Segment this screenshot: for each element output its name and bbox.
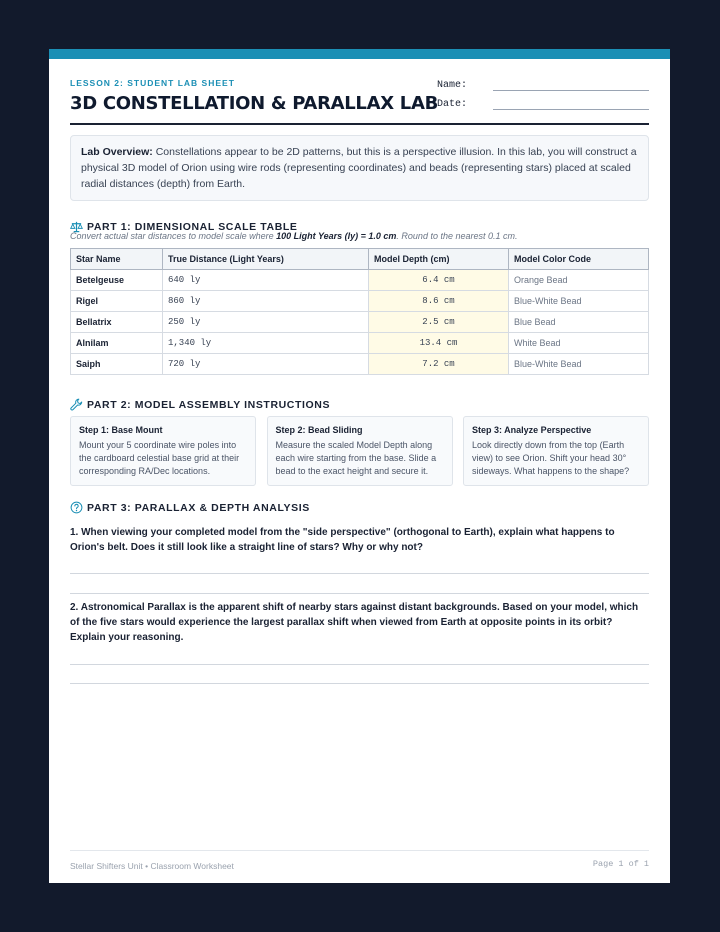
table-header-row (71, 249, 649, 270)
note-text: Convert actual star distances to model scale where (70, 231, 277, 241)
part2-heading (70, 398, 330, 411)
table-row (71, 291, 649, 312)
model-depth[interactable]: 7.2 cm (369, 354, 509, 375)
answer-line[interactable] (70, 664, 649, 665)
part3-heading (70, 501, 310, 514)
step-card (70, 416, 256, 486)
true-distance: 860 ly (163, 291, 369, 312)
col-model-depth: Model Depth (cm) (369, 249, 509, 270)
footer-unit-label: Stellar Shifters Unit • Classroom Worksheet (70, 861, 234, 871)
step-title: Step 2: Bead Sliding (275, 425, 363, 435)
color-code: Orange Bead (509, 270, 649, 291)
date-row (437, 91, 649, 110)
true-distance: 720 ly (163, 354, 369, 375)
star-name: Bellatrix (71, 312, 163, 333)
question-1: 1. When viewing your completed model from the "side perspective" (orthogonal to Earth), explain what happens to Orion's belt. Does it still look like a straight line of stars? Why or why not? (70, 527, 615, 553)
color-code: Blue-White Bead (509, 354, 649, 375)
step-card (267, 416, 453, 486)
table-row (71, 312, 649, 333)
model-depth[interactable]: 13.4 cm (369, 333, 509, 354)
answer-line[interactable] (70, 573, 649, 574)
model-depth[interactable]: 6.4 cm (369, 270, 509, 291)
color-code: Blue-White Bead (509, 291, 649, 312)
page-title: 3D CONSTELLATION & PARALLAX LAB (70, 93, 438, 114)
overview-label: Lab Overview: (81, 146, 153, 158)
step-card (463, 416, 649, 486)
answer-line[interactable] (70, 593, 649, 594)
name-field[interactable] (493, 78, 649, 91)
star-name: Rigel (71, 291, 163, 312)
overview-text: Constellations appear to be 2D patterns, but this is a perspective illusion. In this lab, you will construct a physical 3D model of Orion using wire rods (representing coordinates) and beads (representing stars) placed at scaled radial distances (depth) from Earth. (81, 146, 637, 190)
model-depth[interactable]: 2.5 cm (369, 312, 509, 333)
part3-title: PART 3: PARALLAX & DEPTH ANALYSIS (87, 501, 310, 514)
model-depth[interactable]: 8.6 cm (369, 291, 509, 312)
star-name: Alnilam (71, 333, 163, 354)
true-distance: 640 ly (163, 270, 369, 291)
color-code: White Bead (509, 333, 649, 354)
worksheet-page (49, 49, 670, 883)
true-distance: 250 ly (163, 312, 369, 333)
lab-overview-box (70, 135, 649, 201)
title-divider (70, 123, 649, 125)
part1-title: PART 1: DIMENSIONAL SCALE TABLE (87, 220, 298, 233)
answer-line[interactable] (70, 683, 649, 684)
note-rounding: . Round to the nearest 0.1 cm. (396, 231, 518, 241)
table-row (71, 333, 649, 354)
date-field[interactable] (493, 97, 649, 110)
name-date-block (437, 72, 649, 110)
col-star-name: Star Name (71, 249, 163, 270)
conversion-note (70, 231, 518, 241)
note-scale: 100 Light Years (ly) = 1.0 cm (276, 231, 397, 241)
col-color-code: Model Color Code (509, 249, 649, 270)
star-name: Betelgeuse (71, 270, 163, 291)
assembly-steps (70, 416, 649, 486)
date-label: Date: (437, 99, 468, 110)
part2-title: PART 2: MODEL ASSEMBLY INSTRUCTIONS (87, 398, 331, 411)
footer-divider (70, 850, 649, 851)
step-title: Step 3: Analyze Perspective (472, 425, 592, 435)
color-code: Blue Bead (509, 312, 649, 333)
star-name: Saiph (71, 354, 163, 375)
name-label: Name: (437, 80, 468, 91)
wrench-icon (70, 398, 83, 411)
step-title: Step 1: Base Mount (79, 425, 163, 435)
page-number: Page 1 of 1 (592, 859, 649, 869)
scale-table (70, 248, 649, 375)
lesson-label: LESSON 2: STUDENT LAB SHEET (70, 78, 235, 88)
step-text: Measure the scaled Model Depth along each wire starting from the base. Slide a bead to the exact height and secure it. (275, 440, 437, 476)
table-row (71, 270, 649, 291)
question-circle-icon (70, 501, 83, 514)
table-row (71, 354, 649, 375)
true-distance: 1,340 ly (163, 333, 369, 354)
col-true-distance: True Distance (Light Years) (163, 249, 369, 270)
step-text: Mount your 5 coordinate wire poles into the cardboard celestial base grid at their corresponding RA/Dec locations. (79, 440, 240, 476)
question-2: 2. Astronomical Parallax is the apparent shift of nearby stars against distant backgrounds. Based on your model, which of the five stars would experience the largest parallax shift when viewed from Earth at opposite points in its orbit? Explain your reasoning. (70, 602, 639, 643)
name-row (437, 72, 649, 91)
step-text: Look directly down from the top (Earth view) to see Orion. Shift your head 30° sideways. What happens to the shape? (472, 440, 630, 476)
